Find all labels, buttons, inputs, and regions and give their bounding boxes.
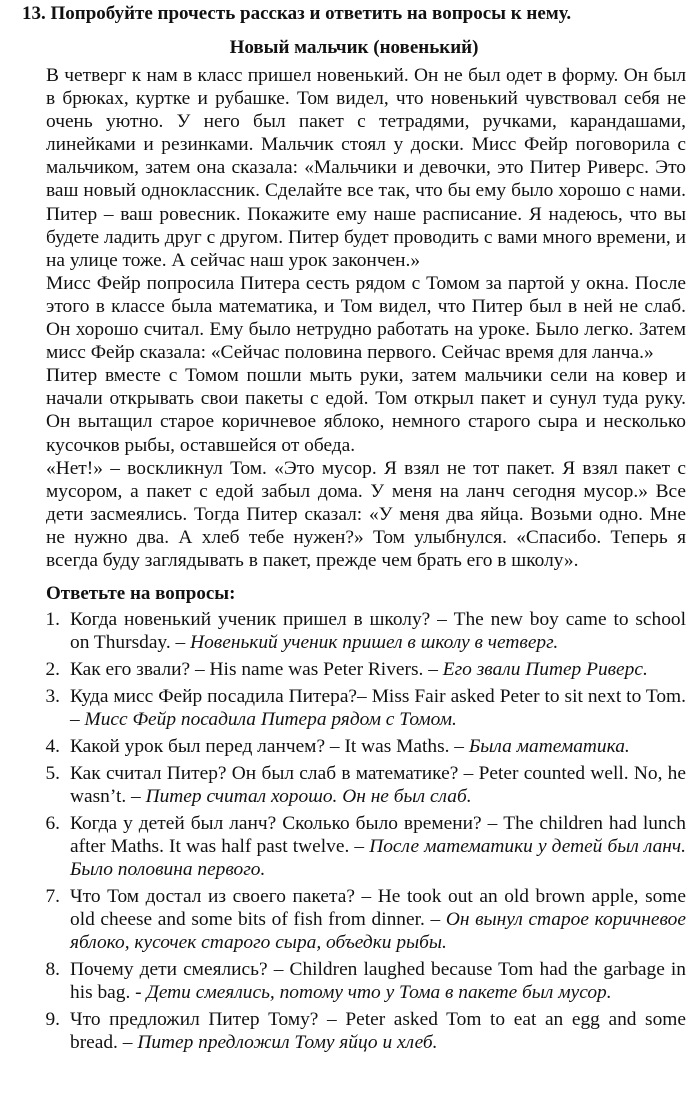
question-number: 3.	[45, 686, 60, 708]
question-number: 6.	[45, 813, 60, 835]
question-text	[70, 658, 686, 681]
russian-answer: Мисс Фейр посадила Питера рядом с Томом.	[84, 709, 457, 731]
question-item	[22, 658, 686, 681]
question-and-answer: Почему дети смеялись? – Children laughed because Tom had the garbage in his bag. -	[70, 959, 686, 1004]
question-and-answer: Как считал Питер? Он был слаб в математике? – Peter counted well. No, he wasn’t. –	[70, 763, 686, 808]
question-number: 7.	[45, 886, 60, 908]
story-paragraph: Питер вместе с Томом пошли мыть руки, затем мальчики сели на ковер и начали открывать свои пакеты с едой. Том открыл пакет и сунул туда руку. Он вытащил старое коричневое яблоко, немного старого сыра и несколько кусочков рыбы, оставшейся от обеда.	[46, 365, 686, 456]
russian-answer: Он вынул старое коричневое яблоко, кусочек старого сыра, объедки рыбы.	[70, 909, 686, 954]
question-and-answer: Куда мисс Фейр посадила Питера?– Miss Fair asked Peter to sit next to Tom. –	[70, 686, 686, 731]
question-text	[70, 812, 686, 881]
question-number: 2.	[45, 659, 60, 681]
russian-answer: Питер считал хорошо. Он не был слаб.	[145, 786, 472, 808]
question-number: 8.	[45, 959, 60, 981]
russian-answer: Его звали Питер Риверс.	[442, 659, 648, 681]
question-text	[70, 685, 686, 731]
task-header: 13. Попробуйте прочесть рассказ и ответить на вопросы к нему.	[22, 3, 572, 24]
question-and-answer: Какой урок был перед ланчем? – It was Maths. –	[70, 736, 469, 758]
textbook-page	[22, 2, 686, 1058]
russian-answer: Новенький ученик пришел в школу в четверг.	[190, 632, 559, 654]
russian-answer: Была математика.	[468, 736, 630, 758]
question-text	[70, 608, 686, 654]
question-and-answer: Что Том достал из своего пакета? – He took out an old brown apple, some old cheese and some bits of fish from dinner. –	[70, 886, 686, 931]
story-paragraph: «Нет!» – воскликнул Том. «Это мусор. Я взял не тот пакет. Я взял пакет с мусором, а пакет с едой забыл дома. У меня на ланч сегодня мусор.» Все дети засмеялись. Тогда Питер сказал: «У меня два яйца. Возьми одно. Мне не нужно два. А хлеб тебе нужен?» Том улыбнулся. «Спасибо. Теперь я всегда буду заглядывать в пакет, прежде чем брать его в школу».	[46, 457, 686, 571]
question-number: 9.	[45, 1009, 60, 1031]
question-and-answer: Когда у детей был ланч? Сколько было времени? – The children had lunch after Maths. It was half past twelve. –	[70, 813, 686, 858]
questions-title: Ответьте на вопросы:	[46, 583, 236, 605]
question-and-answer: Что предложил Питер Тому? – Peter asked Tom to eat an egg and some bread. –	[70, 1009, 686, 1054]
question-number: 5.	[45, 763, 60, 785]
questions-list	[22, 608, 686, 1054]
question-item	[22, 608, 686, 654]
question-and-answer: Когда новенький ученик пришел в школу? – The new boy came to school on Thursday. –	[70, 609, 686, 654]
question-item	[22, 735, 686, 758]
question-and-answer: Как его звали? – His name was Peter Rivers. –	[70, 659, 443, 681]
question-item	[22, 1008, 686, 1054]
story-paragraph: В четверг к нам в класс пришел новенький. Он не был одет в форму. Он был в брюках, куртке и рубашке. Том видел, что новенький чувствовал себя не очень уютно. У него был пакет с тетрадями, ручками, карандашами, линейками и резинками. Мальчик стоял у доски. Мисс Фейр поговорила с мальчиком, затем она сказала: «Мальчики и девочки, это Питер Риверс. Это ваш новый одноклассник. Сделайте все так, что бы ему было хорошо с нами. Питер – ваш ровесник. Покажите ему наше расписание. Я надеюсь, что вы будете ладить друг с другом. Питер будет проводить с вами много времени, и на улице тоже. А сейчас наш урок закончен.»	[46, 65, 686, 271]
question-text	[70, 762, 686, 808]
question-item	[22, 685, 686, 731]
question-text	[70, 1008, 686, 1054]
story-paragraph: Мисс Фейр попросила Питера сесть рядом с Томом за партой у окна. После этого в классе была математика, и Том видел, что Питер был в ней не слаб. Он хорошо считал. Ему было нетрудно работать на уроке. Было легко. Затем мисс Фейр сказала: «Сейчас половина первого. Сейчас время для ланча.»	[46, 272, 686, 364]
russian-answer: Дети смеялись, потому что у Тома в пакете был мусор.	[146, 982, 612, 1004]
question-text	[70, 885, 686, 954]
question-item	[22, 762, 686, 808]
story-title: Новый мальчик (новенький)	[229, 37, 479, 58]
russian-answer: После математики у детей был ланч. Было половина первого.	[70, 836, 687, 881]
question-number: 1.	[45, 609, 60, 631]
question-item	[22, 885, 686, 954]
question-item	[22, 958, 686, 1004]
question-item	[22, 812, 686, 881]
story-text	[22, 64, 686, 572]
question-text	[70, 958, 686, 1004]
question-text	[70, 735, 686, 758]
russian-answer: Питер предложил Тому яйцо и хлеб.	[137, 1032, 438, 1054]
question-number: 4.	[45, 736, 60, 758]
